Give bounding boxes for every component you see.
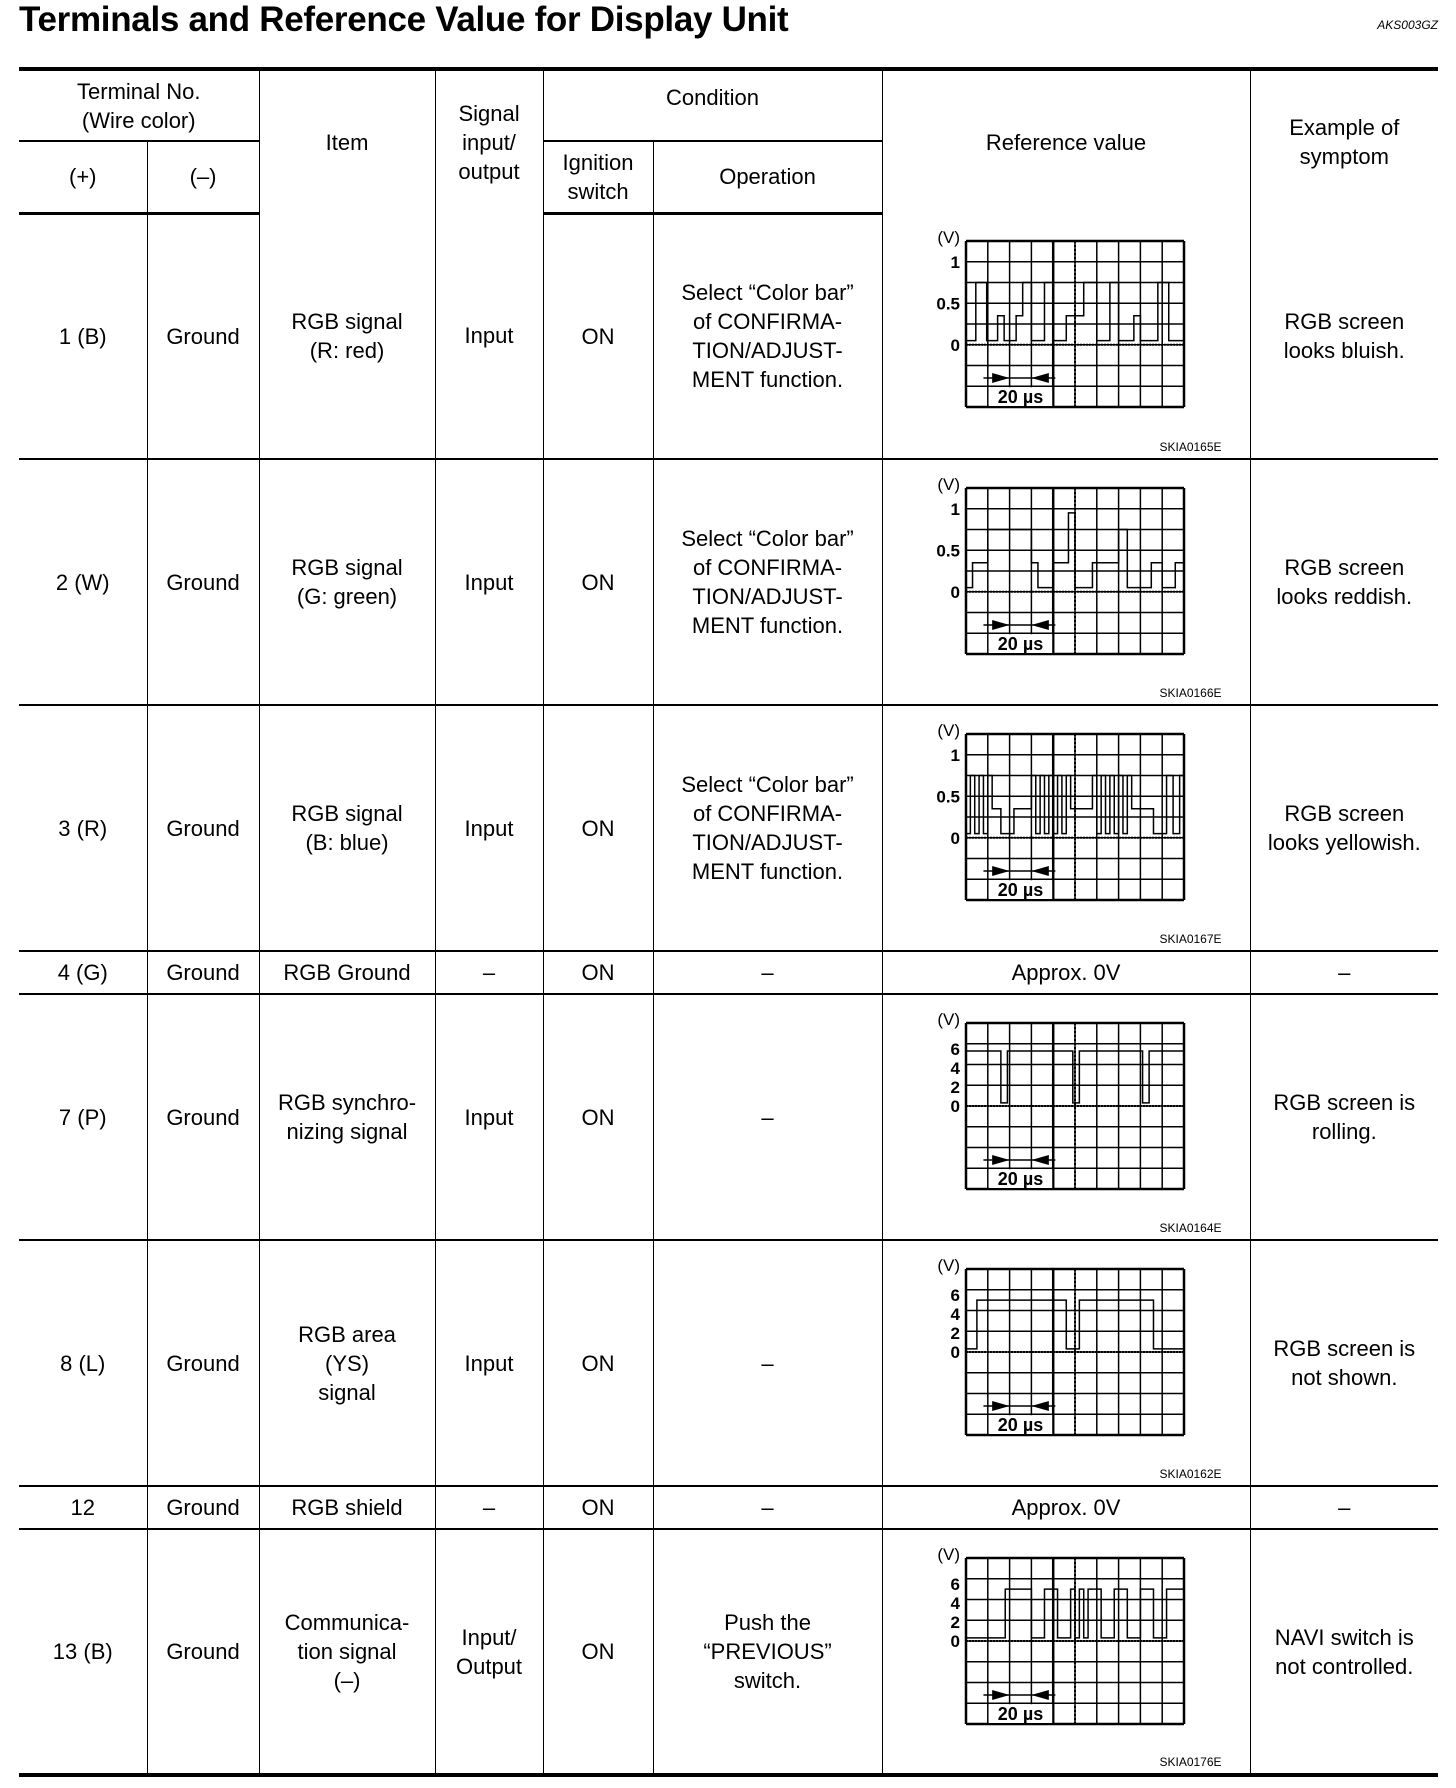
text-line: Select “Color bar” xyxy=(681,526,854,551)
text-line: – xyxy=(482,1495,496,1520)
text-line: Select “Color bar” xyxy=(681,772,854,797)
signal-io xyxy=(435,994,543,1240)
text-line: tion signal xyxy=(297,1639,397,1664)
text-line: Input/ xyxy=(461,1624,517,1650)
ignition-switch: ON xyxy=(543,459,653,705)
y-tick-label: 1 xyxy=(950,499,961,519)
time-span-label: 20 µs xyxy=(997,634,1044,654)
reference-value xyxy=(882,705,1250,951)
reference-value xyxy=(882,994,1250,1240)
waveform-trace xyxy=(966,1589,1184,1638)
symptom xyxy=(1250,994,1438,1240)
operation xyxy=(653,951,882,994)
operation xyxy=(653,1529,882,1775)
figure-code: SKIA0176E xyxy=(1159,1755,1222,1769)
header-signal-io xyxy=(435,69,543,213)
unit-label: (V) xyxy=(937,1256,961,1275)
time-span-label: 20 µs xyxy=(997,1169,1044,1189)
text-line: Input xyxy=(464,323,514,348)
y-tick-label: 4 xyxy=(950,1305,961,1324)
time-span-label: 20 µs xyxy=(997,1415,1044,1435)
text-line: NAVI switch is xyxy=(1274,1624,1414,1650)
text-line: MENT function. xyxy=(691,859,844,884)
ignition-switch: ON xyxy=(543,994,653,1240)
arrow-left-icon xyxy=(1031,1690,1048,1700)
waveform-scope xyxy=(916,1538,1216,1748)
terminal-minus: Ground xyxy=(147,459,259,705)
text-line: of CONFIRMA- xyxy=(692,555,843,580)
operation xyxy=(653,213,882,459)
table-row xyxy=(19,459,1438,705)
waveform-scope xyxy=(916,714,1216,924)
text-line: not shown. xyxy=(1291,1365,1398,1390)
text-line: – xyxy=(1338,1495,1351,1520)
text-line: Input xyxy=(464,1104,514,1130)
unit-label: (V) xyxy=(937,721,961,740)
header-terminal-no xyxy=(19,69,259,141)
y-tick-label: 0 xyxy=(950,828,961,848)
arrow-right-icon xyxy=(992,620,1009,630)
ignition-switch: ON xyxy=(543,1486,653,1529)
text-line: of CONFIRMA- xyxy=(692,309,843,335)
terminal-minus: Ground xyxy=(147,213,259,459)
text-line: symptom xyxy=(1299,144,1389,169)
terminal-plus: 1 (B) xyxy=(19,213,147,459)
text-line: MENT function. xyxy=(691,367,844,393)
table-row xyxy=(19,213,1438,459)
terminal-minus: Ground xyxy=(147,1240,259,1486)
text-line: (B: blue) xyxy=(305,830,389,855)
signal-io xyxy=(435,213,543,459)
text-line: nizing signal xyxy=(286,1119,408,1144)
item xyxy=(259,1529,435,1775)
operation xyxy=(653,459,882,705)
figure-code: SKIA0165E xyxy=(1159,440,1222,454)
figure-code: SKIA0162E xyxy=(1159,1467,1222,1481)
header-reference-value: Reference value xyxy=(882,69,1250,213)
terminal-plus: 8 (L) xyxy=(19,1240,147,1486)
arrow-right-icon xyxy=(992,1401,1009,1411)
text-line: (–) xyxy=(333,1668,361,1693)
text-line: Signal xyxy=(458,100,520,126)
text-line: – xyxy=(761,1104,774,1130)
y-tick-label: 1 xyxy=(950,252,961,272)
arrow-right-icon xyxy=(992,1690,1009,1700)
text-line: TION/ADJUST- xyxy=(692,830,843,855)
arrow-right-icon xyxy=(992,866,1009,876)
item xyxy=(259,1486,435,1529)
reference-value: Approx. 0V xyxy=(882,951,1250,994)
time-span-label: 20 µs xyxy=(997,880,1044,900)
text-line: (YS) xyxy=(325,1350,370,1376)
ignition-switch: ON xyxy=(543,1240,653,1486)
y-tick-label: 0.5 xyxy=(936,541,961,561)
y-tick-label: 2 xyxy=(950,1613,961,1632)
waveform-scope xyxy=(916,221,1216,431)
text-line: Output xyxy=(455,1653,523,1679)
text-line: Input xyxy=(464,569,514,595)
table-row xyxy=(19,1486,1438,1529)
symptom xyxy=(1250,1486,1438,1529)
text-line: RGB synchro- xyxy=(277,1090,417,1115)
figure-code: SKIA0164E xyxy=(1159,1221,1222,1235)
signal-io xyxy=(435,1240,543,1486)
text-line: (R: red) xyxy=(309,337,385,363)
text-line: looks bluish. xyxy=(1283,337,1405,363)
reference-value xyxy=(882,459,1250,705)
y-tick-label: 4 xyxy=(950,1594,961,1613)
unit-label: (V) xyxy=(937,1545,961,1564)
item xyxy=(259,1240,435,1486)
text-line: (G: green) xyxy=(296,584,398,609)
text-line: Input xyxy=(464,815,514,841)
text-line: TION/ADJUST- xyxy=(692,338,843,364)
y-tick-label: 1 xyxy=(950,745,961,765)
text-line: “PREVIOUS” xyxy=(703,1639,832,1664)
text-line: RGB signal xyxy=(291,801,403,826)
item xyxy=(259,459,435,705)
table-row xyxy=(19,994,1438,1240)
text-line: switch xyxy=(567,178,629,204)
terminal-plus: 2 (W) xyxy=(19,459,147,705)
text-line: looks yellowish. xyxy=(1267,830,1421,855)
signal-io xyxy=(435,1529,543,1775)
waveform-scope xyxy=(916,1249,1216,1459)
text-line: RGB screen xyxy=(1284,308,1405,334)
text-line: – xyxy=(761,1495,774,1520)
text-line: – xyxy=(761,960,774,985)
text-line: RGB area xyxy=(298,1321,396,1347)
arrow-left-icon xyxy=(1031,1401,1048,1411)
text-line: not controlled. xyxy=(1275,1653,1414,1679)
signal-io xyxy=(435,705,543,951)
symptom xyxy=(1250,213,1438,459)
ignition-switch: ON xyxy=(543,1529,653,1775)
y-tick-label: 6 xyxy=(950,1286,961,1305)
document-code: AKS003GZ xyxy=(1377,18,1438,32)
waveform-scope xyxy=(916,468,1216,678)
text-line: signal xyxy=(318,1379,376,1405)
item xyxy=(259,705,435,951)
waveform-scope xyxy=(916,1003,1216,1213)
arrow-left-icon xyxy=(1031,1155,1048,1165)
text-line: looks reddish. xyxy=(1276,584,1413,609)
text-line: – xyxy=(482,960,496,985)
text-line: RGB signal xyxy=(291,308,403,334)
text-line: – xyxy=(1338,960,1351,985)
text-line: Push the xyxy=(724,1610,811,1635)
header-symptom xyxy=(1250,69,1438,213)
terminal-minus: Ground xyxy=(147,1486,259,1529)
text-line: RGB screen xyxy=(1284,555,1405,580)
arrow-left-icon xyxy=(1031,620,1048,630)
terminal-plus: 7 (P) xyxy=(19,994,147,1240)
terminal-plus: 4 (G) xyxy=(19,951,147,994)
y-tick-label: 0 xyxy=(950,1343,961,1362)
time-span-label: 20 µs xyxy=(997,387,1044,407)
text-line: switch. xyxy=(733,1668,802,1693)
y-tick-label: 2 xyxy=(950,1324,961,1343)
text-line: MENT function. xyxy=(691,613,844,638)
symptom xyxy=(1250,951,1438,994)
signal-io xyxy=(435,951,543,994)
y-tick-label: 6 xyxy=(950,1040,961,1059)
terminal-minus: Ground xyxy=(147,705,259,951)
header-operation: Operation xyxy=(653,141,882,213)
terminals-table xyxy=(19,67,1438,1777)
text-line: output xyxy=(458,158,520,184)
page-title: Terminals and Reference Value for Display Unit xyxy=(19,0,789,39)
terminal-plus: 13 (B) xyxy=(19,1529,147,1775)
text-line: Communica- xyxy=(284,1610,410,1635)
figure-code: SKIA0167E xyxy=(1159,932,1222,946)
unit-label: (V) xyxy=(937,1010,961,1029)
operation xyxy=(653,1240,882,1486)
ignition-switch: ON xyxy=(543,213,653,459)
y-tick-label: 6 xyxy=(950,1575,961,1594)
reference-value xyxy=(882,213,1250,459)
unit-label: (V) xyxy=(937,475,961,494)
ignition-switch: ON xyxy=(543,951,653,994)
y-tick-label: 0 xyxy=(950,582,961,602)
arrow-left-icon xyxy=(1031,373,1048,383)
y-tick-label: 0.5 xyxy=(936,294,961,314)
terminal-plus: 3 (R) xyxy=(19,705,147,951)
symptom xyxy=(1250,459,1438,705)
terminal-plus: 12 xyxy=(19,1486,147,1529)
text-line: Input xyxy=(464,1350,514,1376)
time-span-label: 20 µs xyxy=(997,1704,1044,1724)
item xyxy=(259,213,435,459)
text-line: RGB signal xyxy=(291,555,403,580)
text-line: RGB shield xyxy=(291,1495,403,1520)
reference-value xyxy=(882,1529,1250,1775)
signal-io xyxy=(435,459,543,705)
text-line: Select “Color bar” xyxy=(681,280,854,306)
terminal-minus: Ground xyxy=(147,951,259,994)
text-line: RGB Ground xyxy=(283,960,411,985)
terminal-minus: Ground xyxy=(147,994,259,1240)
text-line: of CONFIRMA- xyxy=(692,801,843,826)
operation xyxy=(653,994,882,1240)
text-line: Ignition xyxy=(562,149,634,175)
symptom xyxy=(1250,705,1438,951)
y-tick-label: 4 xyxy=(950,1059,961,1078)
text-line: input/ xyxy=(462,129,516,155)
header-minus: (–) xyxy=(147,141,259,213)
y-tick-label: 0 xyxy=(950,335,961,355)
figure-code: SKIA0166E xyxy=(1159,686,1222,700)
text-line: RGB screen is xyxy=(1273,1090,1416,1115)
text-line: TION/ADJUST- xyxy=(692,584,843,609)
unit-label: (V) xyxy=(937,228,961,247)
text-line: – xyxy=(761,1350,774,1376)
table-row xyxy=(19,951,1438,994)
text-line: RGB screen is xyxy=(1273,1336,1416,1361)
header-ignition-switch xyxy=(543,141,653,213)
symptom xyxy=(1250,1529,1438,1775)
item xyxy=(259,951,435,994)
terminal-minus: Ground xyxy=(147,1529,259,1775)
y-tick-label: 2 xyxy=(950,1078,961,1097)
text-line: Example of xyxy=(1289,115,1400,140)
text-line: RGB screen xyxy=(1284,801,1405,826)
header-plus: (+) xyxy=(19,141,147,213)
header-condition: Condition xyxy=(543,69,882,141)
reference-value xyxy=(882,1240,1250,1486)
table-body xyxy=(19,213,1438,1775)
y-tick-label: 0.5 xyxy=(936,787,961,807)
table-row xyxy=(19,1529,1438,1775)
operation xyxy=(653,1486,882,1529)
header-terminal-no-label: Terminal No. xyxy=(77,78,201,104)
table-row xyxy=(19,705,1438,951)
header-wire-color-label: (Wire color) xyxy=(81,107,196,133)
reference-value: Approx. 0V xyxy=(882,1486,1250,1529)
arrow-left-icon xyxy=(1031,866,1048,876)
table-row xyxy=(19,1240,1438,1486)
text-line: rolling. xyxy=(1311,1119,1377,1144)
arrow-right-icon xyxy=(992,373,1009,383)
y-tick-label: 0 xyxy=(950,1632,961,1651)
symptom xyxy=(1250,1240,1438,1486)
arrow-right-icon xyxy=(992,1155,1009,1165)
signal-io xyxy=(435,1486,543,1529)
item xyxy=(259,994,435,1240)
y-tick-label: 0 xyxy=(950,1097,961,1116)
ignition-switch: ON xyxy=(543,705,653,951)
header-item: Item xyxy=(259,69,435,213)
operation xyxy=(653,705,882,951)
